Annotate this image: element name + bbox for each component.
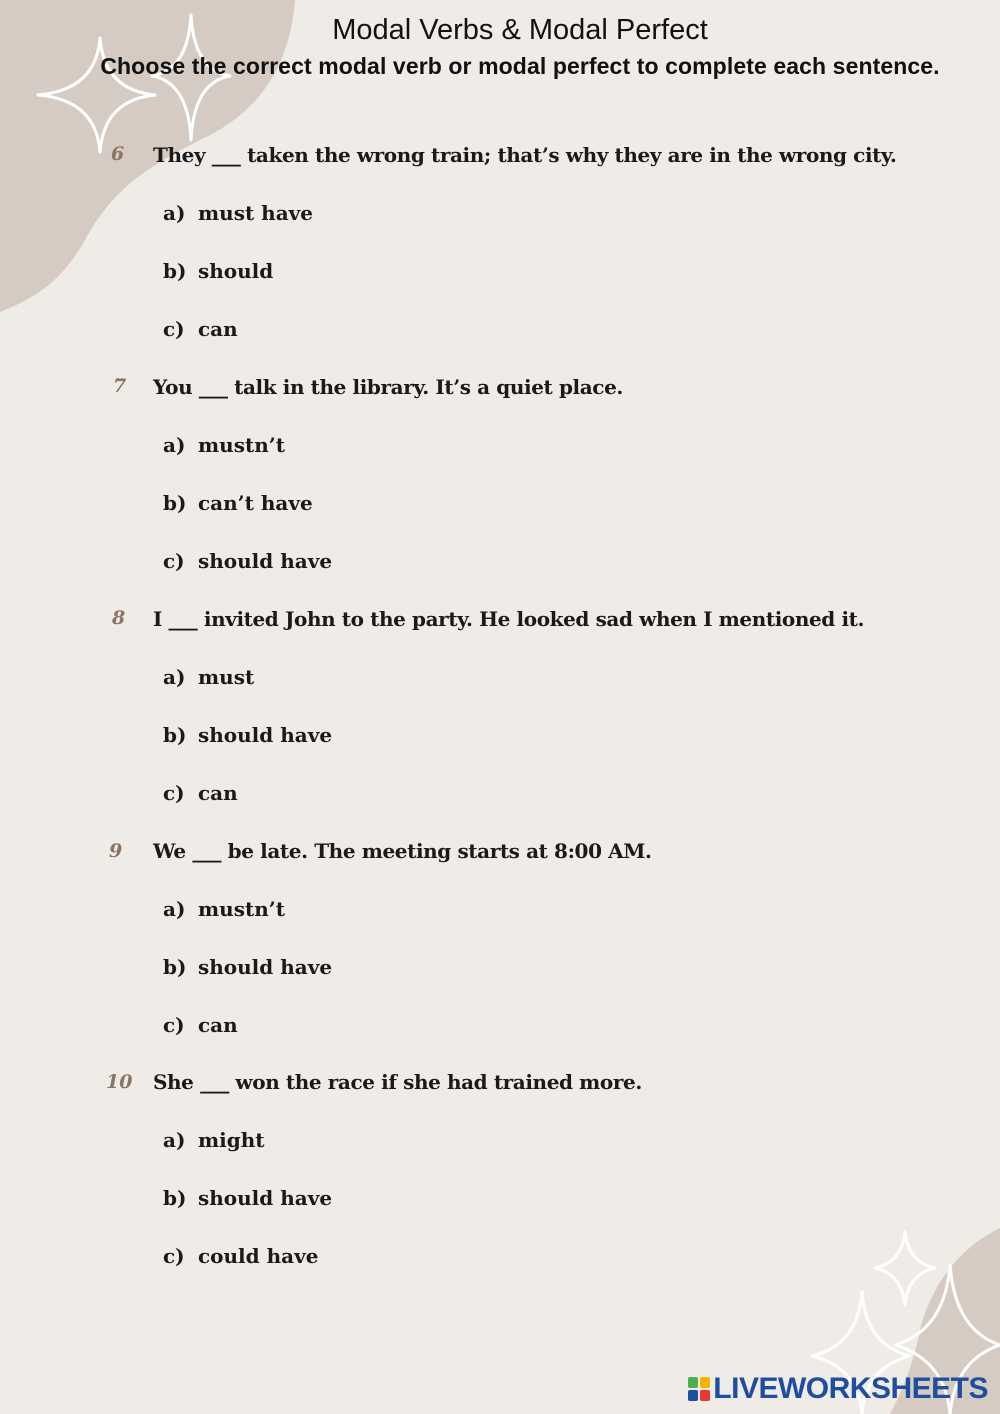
option-text: should have — [198, 549, 333, 573]
answer-option[interactable] — [163, 897, 285, 921]
option-text: should — [198, 259, 274, 283]
option-letter: b) — [163, 259, 187, 283]
worksheet-title: Modal Verbs & Modal Perfect — [332, 14, 708, 46]
question-number: 10 — [106, 1071, 133, 1093]
option-letter: a) — [163, 665, 186, 689]
option-text: must — [198, 665, 255, 689]
option-letter: a) — [163, 897, 186, 921]
answer-option[interactable] — [163, 549, 332, 573]
option-letter: c) — [163, 1013, 185, 1037]
option-text: might — [198, 1128, 265, 1152]
question-text: She ___ won the race if she had trained more. — [153, 1070, 642, 1094]
answer-option[interactable] — [163, 955, 332, 979]
option-text: mustn’t — [198, 897, 285, 921]
worksheet-instructions: Choose the correct modal verb or modal perfect to complete each sentence. — [100, 53, 940, 79]
option-letter: a) — [163, 433, 186, 457]
answer-option[interactable] — [163, 259, 273, 283]
option-letter: c) — [163, 1244, 185, 1268]
logo-text: LIVEWORKSHEETS — [713, 1372, 988, 1405]
answer-option[interactable] — [163, 665, 254, 689]
liveworksheets-logo-icon — [688, 1377, 710, 1401]
answer-option[interactable] — [163, 317, 238, 341]
answer-option[interactable] — [163, 723, 332, 747]
option-text: could have — [198, 1244, 319, 1268]
option-text: should have — [198, 723, 333, 747]
liveworksheets-logo[interactable] — [688, 1372, 988, 1406]
option-letter: b) — [163, 491, 187, 515]
answer-option[interactable] — [163, 491, 313, 515]
option-text: should have — [198, 1186, 333, 1210]
option-text: can — [198, 317, 238, 341]
answer-option[interactable] — [163, 1186, 332, 1210]
option-text: must have — [198, 201, 314, 225]
answer-option[interactable] — [163, 201, 313, 225]
option-text: should have — [198, 955, 333, 979]
question-text: You ___ talk in the library. It’s a quiet place. — [153, 375, 623, 399]
sparkle-icon — [875, 1232, 935, 1305]
answer-option[interactable] — [163, 433, 285, 457]
option-letter: b) — [163, 955, 187, 979]
option-letter: c) — [163, 317, 185, 341]
option-letter: b) — [163, 723, 187, 747]
question-number: 6 — [111, 143, 125, 165]
option-text: mustn’t — [198, 433, 285, 457]
option-letter: a) — [163, 201, 186, 225]
question-text: They ___ taken the wrong train; that’s why they are in the wrong city. — [153, 143, 897, 167]
question-text: We ___ be late. The meeting starts at 8:00 AM. — [153, 839, 652, 863]
answer-option[interactable] — [163, 1128, 265, 1152]
question-text: I ___ invited John to the party. He looked sad when I mentioned it. — [153, 607, 865, 631]
option-text: can’t have — [198, 491, 313, 515]
question-number: 8 — [112, 607, 126, 629]
answer-option[interactable] — [163, 1244, 318, 1268]
option-letter: a) — [163, 1128, 186, 1152]
option-letter: b) — [163, 1186, 187, 1210]
option-letter: c) — [163, 781, 185, 805]
question-number: 7 — [113, 375, 127, 397]
option-text: can — [198, 781, 238, 805]
answer-option[interactable] — [163, 781, 238, 805]
option-text: can — [198, 1013, 238, 1037]
answer-option[interactable] — [163, 1013, 238, 1037]
option-letter: c) — [163, 549, 185, 573]
question-number: 9 — [109, 840, 123, 862]
